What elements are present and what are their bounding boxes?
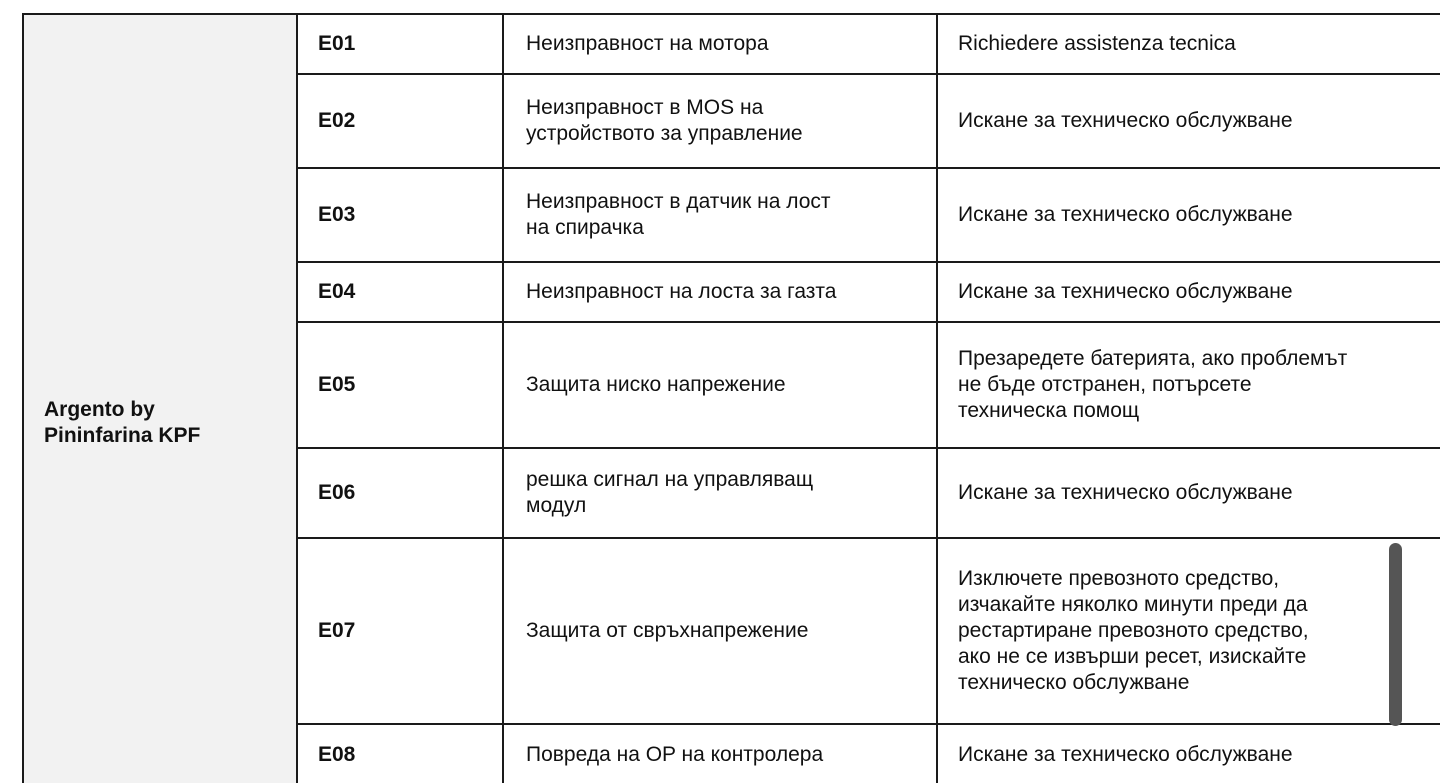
error-description-cell: [503, 74, 937, 168]
error-action-cell: [937, 74, 1440, 168]
error-description: Защита ниско напрежение: [526, 373, 786, 396]
error-action: Презаредете батерията, ако проблемът не бъде отстранен, потърсете техническа помощ: [958, 347, 1348, 422]
error-description-cell: [503, 262, 937, 322]
error-code: E07: [318, 619, 356, 642]
error-code: E04: [318, 280, 356, 303]
error-description-cell: [503, 322, 937, 448]
error-description: Неизправност на мотора: [526, 32, 769, 55]
error-code-cell: [297, 538, 503, 724]
error-description-cell: [503, 14, 937, 74]
error-code: E05: [318, 373, 356, 396]
model-name-cell: [23, 14, 297, 783]
error-action-cell: [937, 538, 1440, 724]
error-action: Искане за техническо обслужване: [958, 280, 1293, 303]
error-description: Неизправност в датчик на лост на спирачка: [526, 190, 831, 239]
table-row: [23, 14, 1440, 74]
error-code-table: [22, 13, 1440, 783]
error-description-cell: [503, 724, 937, 783]
error-code-cell: [297, 448, 503, 538]
error-action-cell: [937, 262, 1440, 322]
error-action-cell: [937, 724, 1440, 783]
error-code-cell: [297, 74, 503, 168]
error-code-cell: [297, 168, 503, 262]
error-description: Повреда на OP на контролера: [526, 743, 824, 766]
error-code-cell: [297, 724, 503, 783]
error-action: Richiedere assistenza tecnica: [958, 32, 1236, 55]
error-code: E02: [318, 109, 356, 132]
error-code: E01: [318, 32, 356, 55]
model-name: Argento by Pininfarina KPF: [44, 398, 201, 447]
error-description: Защита от свръхнапрежение: [526, 619, 809, 642]
error-description: решка сигнал на управляващ модул: [526, 468, 814, 517]
error-action: Изключете превозното средство, изчакайте няколко минути преди да рестартиране превозното средство, ако не се извърши ресет, изискайте техническо обслужване: [958, 567, 1309, 694]
error-action-cell: [937, 168, 1440, 262]
error-action-cell: [937, 322, 1440, 448]
error-description: Неизправност в MOS на устройството за управление: [526, 96, 803, 145]
error-code-cell: [297, 14, 503, 74]
error-action: Искане за техническо обслужване: [958, 481, 1293, 504]
error-code: E08: [318, 743, 356, 766]
error-code: E03: [318, 203, 356, 226]
scrollbar-thumb[interactable]: [1389, 543, 1402, 726]
error-code-cell: [297, 262, 503, 322]
error-action-cell: [937, 14, 1440, 74]
error-action: Искане за техническо обслужване: [958, 743, 1293, 766]
error-code: E06: [318, 481, 356, 504]
page-margin: [0, 0, 22, 783]
error-action: Искане за техническо обслужване: [958, 203, 1293, 226]
error-code-cell: [297, 322, 503, 448]
error-description: Неизправност на лоста за газта: [526, 280, 837, 303]
error-action: Искане за техническо обслужване: [958, 109, 1293, 132]
error-description-cell: [503, 538, 937, 724]
error-description-cell: [503, 448, 937, 538]
error-description-cell: [503, 168, 937, 262]
error-action-cell: [937, 448, 1440, 538]
